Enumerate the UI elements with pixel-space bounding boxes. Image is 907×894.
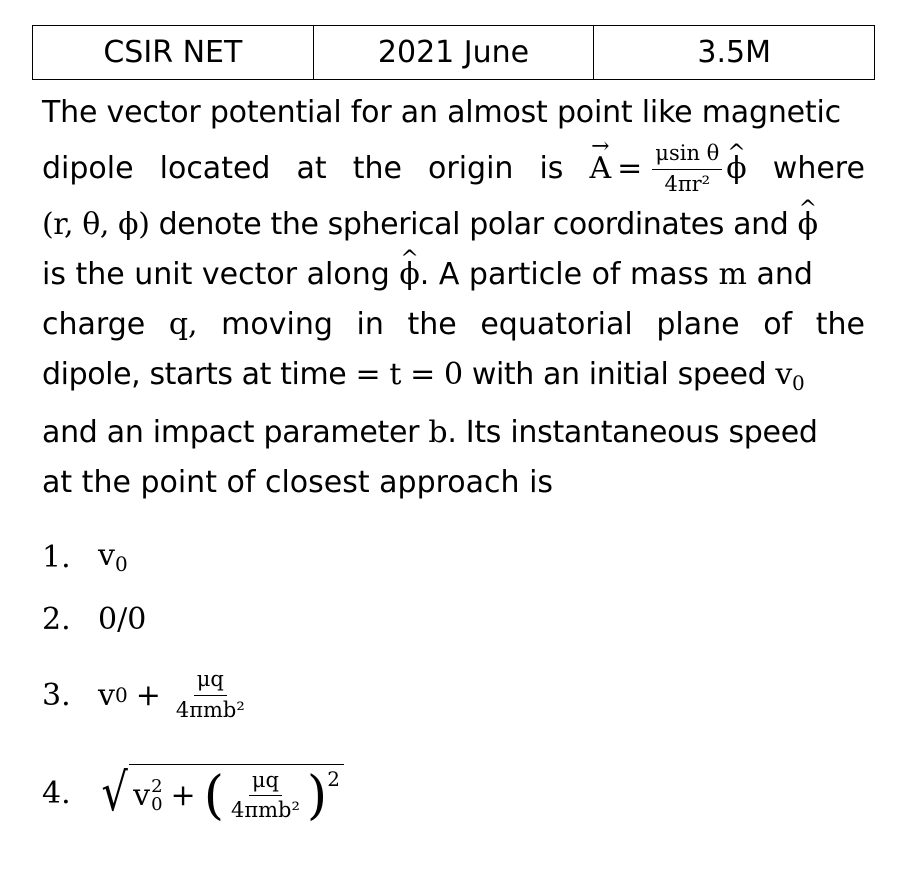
- word: equatorial: [480, 307, 633, 342]
- word: is: [539, 151, 564, 186]
- sup-sub-stack: [151, 775, 163, 815]
- question-text-fragment: denote the spherical polar coordinates and: [158, 207, 789, 242]
- subscript: 0: [791, 371, 805, 395]
- potential-fraction: [652, 142, 722, 195]
- option-index: 2.: [42, 601, 71, 637]
- question-line: [42, 408, 865, 458]
- fraction-numerator: μq: [194, 668, 227, 695]
- subscript: 0: [151, 793, 163, 815]
- header-table: [32, 25, 875, 80]
- question-line: [42, 200, 865, 250]
- question-text-fragment: . A particle of mass: [419, 257, 709, 292]
- option-index: 4.: [42, 775, 71, 811]
- question-line: [42, 300, 865, 350]
- question-text-fragment: and: [756, 257, 813, 292]
- word: in: [356, 307, 384, 342]
- word: at: [296, 151, 327, 186]
- phi-hat-symbol: ^ ϕ: [798, 200, 818, 250]
- fraction-numerator: μq: [249, 769, 282, 796]
- v-symbol: v: [98, 677, 115, 713]
- word: the: [407, 307, 457, 342]
- word: where: [772, 151, 865, 186]
- v-symbol: v: [133, 778, 151, 813]
- question-text-fragment: . Its instantaneous speed: [447, 415, 818, 450]
- fraction-denominator: 4πr²: [664, 171, 711, 196]
- question-line: [42, 250, 865, 300]
- word: dipole: [42, 151, 134, 186]
- question-text-fragment: dipole, starts at time: [42, 357, 347, 392]
- plus-sign: +: [135, 677, 161, 713]
- phi-hat-symbol: ^ ϕ: [399, 250, 419, 300]
- word: located: [159, 151, 271, 186]
- word: of: [763, 307, 793, 342]
- question-line: [42, 138, 865, 200]
- phi-hat-symbol: ^ ϕ: [726, 144, 746, 194]
- plus-sign: +: [170, 778, 196, 813]
- question-line: at the point of closest approach is: [42, 465, 554, 500]
- v0-squared: [133, 775, 163, 815]
- fraction-numerator: μsin θ: [652, 142, 722, 169]
- impact-parameter-symbol: b: [428, 415, 448, 450]
- question-text-fragment: with an initial speed: [471, 357, 767, 392]
- question-text-fragment: is the unit vector along: [42, 257, 390, 292]
- word: charge: [42, 307, 146, 342]
- option-index: 3.: [42, 677, 71, 713]
- coords-symbol: (r, θ, ϕ): [42, 207, 150, 242]
- question-line: The vector potential for an almost point like magnetic: [42, 95, 841, 130]
- subscript: 0: [114, 552, 128, 576]
- subscript: 0: [114, 683, 128, 707]
- right-paren: ): [306, 765, 328, 826]
- radicand: [129, 764, 344, 826]
- charge-symbol: q,: [168, 307, 198, 342]
- word: the: [352, 151, 402, 186]
- option-4[interactable]: [42, 748, 344, 838]
- superscript: 2: [327, 766, 340, 791]
- square-root: [98, 763, 344, 826]
- option-index: 1.: [42, 539, 71, 575]
- option-expression: [98, 538, 128, 576]
- option-1[interactable]: [42, 535, 128, 579]
- fraction-denominator: 4πmb²: [175, 697, 245, 722]
- header-session: 2021 June: [313, 26, 594, 79]
- mass-symbol: m: [718, 257, 747, 292]
- question-text-fragment: and an impact parameter: [42, 415, 420, 450]
- option-fraction: [228, 769, 303, 822]
- header-exam: CSIR NET: [103, 35, 243, 70]
- v-symbol: v: [775, 357, 792, 392]
- fraction-denominator: 4πmb²: [230, 798, 300, 822]
- question-line: [42, 350, 865, 408]
- option-expression: [98, 668, 252, 721]
- v-symbol: v: [98, 538, 115, 573]
- question-text: [42, 88, 865, 508]
- time-expression: = t = 0: [355, 357, 463, 392]
- vector-potential-expr: [589, 142, 746, 195]
- left-paren: (: [203, 765, 224, 826]
- option-3[interactable]: [42, 664, 252, 726]
- equals-sign: =: [617, 151, 643, 186]
- option-2[interactable]: [42, 597, 146, 641]
- option-expression: 0/0: [98, 601, 147, 637]
- header-marks: 3.5M: [593, 26, 874, 79]
- initial-speed-symbol: [775, 357, 805, 395]
- vector-A-symbol: → A: [589, 144, 611, 194]
- word: moving: [221, 307, 333, 342]
- word: plane: [656, 307, 740, 342]
- option-fraction: [173, 668, 248, 721]
- superscript: 2: [151, 775, 163, 797]
- word: the: [815, 307, 865, 342]
- radical-sign: √: [101, 763, 128, 823]
- word: origin: [428, 151, 514, 186]
